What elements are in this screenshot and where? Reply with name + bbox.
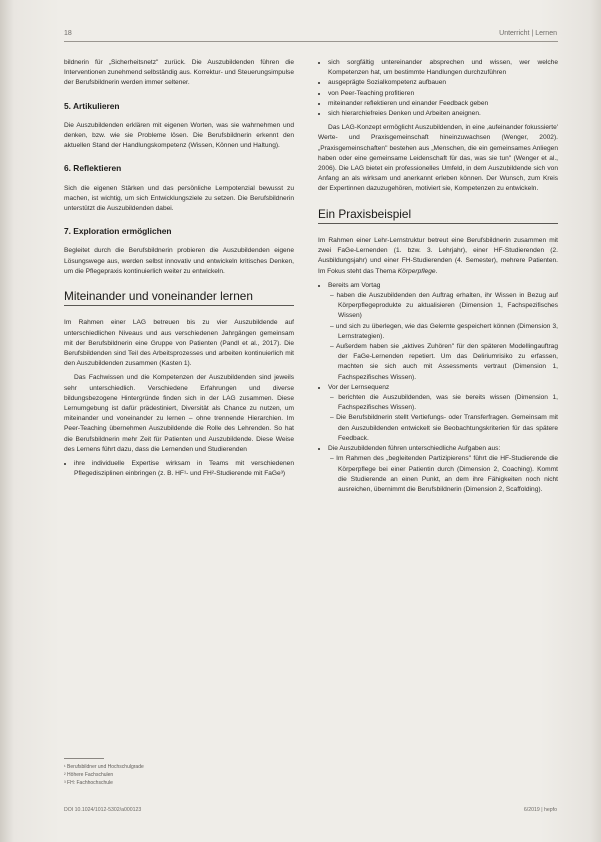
section-heading-praxisbeispiel: Ein Praxisbeispiel [318, 206, 412, 221]
footnote: ² Höhere Fachschulen [64, 772, 114, 778]
list-item [328, 444, 558, 495]
list-item [328, 281, 558, 383]
paragraph-reflektieren: Sich die eigenen Stärken und das persönliche Lernpotenzial bewusst zu machen, ist wichtig, um sich Entwicklungsziele zu setzen. Die Berufsbildnerin unterstützt die Auszubildenden dabei. [64, 184, 294, 213]
intro-paragraph: bildnerin für „Sicherheitsnetz" zurück. Die Auszubildenden führen die Interventionen zunehmend selbständig aus. Korrektur- und Steuerungsimpulse der Berufsbildnerin werden immer seltener. [64, 59, 294, 87]
sub-list-item: – Im Rahmen des „begleitenden Partizipierens" führt die HF-Studierende die Körperpflege bei einer Patientin durch (Dimension 2, Coaching). Kommt die Studierende an einen Punkt, an dem ihre Fähigkeiten noch nicht ausreichen, übernimmt die Berufsbildnerin (Dimension 2, Scaffolding). [338, 454, 558, 495]
section-rule [64, 305, 294, 306]
paragraph-artikulieren: Die Auszubildenden erklären mit eigenen Worten, was sie wahrnehmen und denken, bzw. wie sie Probleme lösen. Die Berufsbildnerin erkennt den aktuellen Stand der Handlungskompetenz (Wissen, Können und Haltung). [64, 121, 294, 150]
paragraph-miteinander-1: Im Rahmen einer LAG betreuen bis zu vier Auszubildende auf unterschiedlichen Niveaus und aus verschiedenen Jahrgängen gemeinsam mit der Berufsbildnerin eine Gruppe von Patienten (Pandl et al., 2017). Die Berufsbildenden sind Teil des Arbeitsprozesses und arbeiten kontinuierlich mit den Auszubildenden zusammen (Kasten 1). [64, 319, 294, 368]
heading-reflektieren: 6. Reflektieren [64, 163, 122, 174]
paragraph-text: Im Rahmen einer Lehr-Lernstruktur betreut eine Berufsbildnerin zusammen mit zwei FaGe-Lernenden (1. bzw. 3. Lehrjahr), einer HF-Studierenden (2. Ausbildungsjahr) und einer FH-Studierenden (4. Semester), mehrere Patienten. Im Fokus steht das Thema [318, 237, 558, 275]
header-rule [64, 41, 558, 42]
section-rule [318, 223, 558, 224]
paragraph-lag-konzept: Das LAG-Konzept ermöglicht Auszubildenden, in eine ‚aufeinander fokussierte' Werte- und Praxisgemeinschaft hineinzuwachsen (Wenger, 2002). „Praxisgemeinschaften" bestehen aus „Menschen, die ein gemeinsames Anliegen haben oder eine gemeinsame Leidenschaft für das, was sie tun" (Wenger et al., 2006). Die LAG bietet ein professionelles Umfeld, in dem Auszubildende sich von Anfang an als wirksam und anerkannt erleben können. Der Wunsch, zum Kreis der Expertinnen dazuzugehören, motiviert sie, Kompetenzen zu entwickeln. [318, 124, 558, 193]
footnotes [64, 758, 294, 787]
sub-list [328, 393, 558, 444]
left-column [64, 58, 294, 483]
list-item: • von Peer-Teaching profitieren [328, 89, 558, 99]
right-column [318, 58, 558, 499]
paragraph-exploration: Begleitet durch die Berufsbildnerin probieren die Auszubildenden eigene Lösungswege aus, werden selbst innovativ und entwickeln kritisches Denken, um die Pflegepraxis kontinuierlich weiter zu entwickeln. [64, 247, 294, 275]
section-heading-miteinander: Miteinander und voneinander lernen [64, 289, 253, 304]
footer-issue: 6/2019 | hepfo [523, 807, 557, 813]
list-item: • sich hierarchiefreies Denken und Arbeiten aneignen. [328, 109, 558, 119]
paragraph-miteinander-2: Das Fachwissen und die Kompetenzen der Auszubildenden sind jeweils sehr unterschiedlich. Verschiedene Erfahrungen und diverse bildungsbezogene Hintergründe finden sich in der LAG zusammen. Diese Lernumgebung ist dafür prädestiniert, Diversität als Chance zu nutzen, um miteinander und voneinander zu lernen – ohne trennende Hierarchien. Im Peer-Teaching übernehmen Auszubildende die Rolle des Lehrenden. So hat die Berufsbildnerin mehr Zeit für Patienten und Auszubildende. Diese Weise des Lernens führt dazu, dass die Lernenden und Studierenden [64, 374, 294, 453]
sub-list-item: – haben die Auszubildenden den Auftrag erhalten, ihr Wissen in Bezug auf Körperpflegeprodukte zu aktualisieren (Dimension 1, Fachspezifisches Wissen) [338, 291, 558, 322]
sub-list-item: – berichten die Auszubildenden, was sie bereits wissen (Dimension 1, Fachspezifisches Wissen). [338, 393, 558, 413]
list-item-label: Vor der Lernsequenz [328, 383, 390, 391]
list-item: • sich sorgfältig untereinander absprechen und wissen, wer welche Kompetenzen hat, um bestimmte Handlungen durchzuführen [328, 58, 558, 78]
heading-exploration: 7. Exploration ermöglichen [64, 226, 172, 237]
list-item-label: Die Auszubildenden führen unterschiedliche Aufgaben aus: [328, 445, 501, 453]
paragraph-praxisbeispiel: Im Rahmen einer Lehr-Lernstruktur betreut eine Berufsbildnerin zusammen mit zwei FaGe-Lernenden (1. bzw. 3. Lehrjahr), einer HF-Studierenden (2. Ausbildungsjahr) und einer FH-Studierenden (4. Semester), mehrere Patienten. Im Fokus steht das Thema Körperpflege. [318, 237, 558, 275]
running-header: Unterricht | Lernen [499, 30, 557, 37]
list-item: • ausgeprägte Sozialkompetenz aufbauen [328, 78, 558, 88]
heading-artikulieren: 5. Artikulieren [64, 100, 120, 111]
process-list [318, 281, 558, 495]
page-number: 18 [64, 30, 72, 37]
bullet-list-right [318, 58, 558, 119]
footnote-rule [64, 758, 104, 759]
sub-list-item: – Außerdem haben sie „aktives Zuhören" für den späteren Modellingauftrag der FaGe-Lernenden repetiert. Um das Deliriumrisiko zu erfassen, machten sie sich auch mit Assessments vertraut (Dimension 1, Fachspezifisches Wissen). [338, 342, 558, 383]
sub-list-item: – und sich zu überlegen, wie das Gelernte gespeichert können (Dimension 3, Lernstrategien). [338, 322, 558, 342]
sub-list-item: – Die Berufsbildnerin stellt Vertiefungs- oder Transferfragen. Gemeinsam mit den Auszubildenden entwickelt sie Beobachtungskriterien für das spätere Feedback. [338, 413, 558, 444]
sub-list [328, 454, 558, 495]
emphasis-text: Körperpflege [397, 267, 436, 275]
list-item: • ihre individuelle Expertise wirksam in Teams mit verschiedenen Pflegedisziplinen einbringen (z. B. HF¹- und FH²-Studierende mit FaGe³) [74, 459, 294, 479]
list-item [328, 383, 558, 444]
footnote: ¹ Berufsbildner und Hochschulgrade [64, 764, 144, 770]
bullet-list-left [64, 459, 294, 479]
sub-list [328, 291, 558, 383]
footnote: ³ FH: Fachhochschule [64, 780, 113, 786]
list-item: • miteinander reflektieren und einander Feedback geben [328, 99, 558, 109]
list-item-label: Bereits am Vortag [328, 281, 381, 289]
footer-doi: DOI 10.1024/1012-5302/a000123 [64, 807, 142, 813]
